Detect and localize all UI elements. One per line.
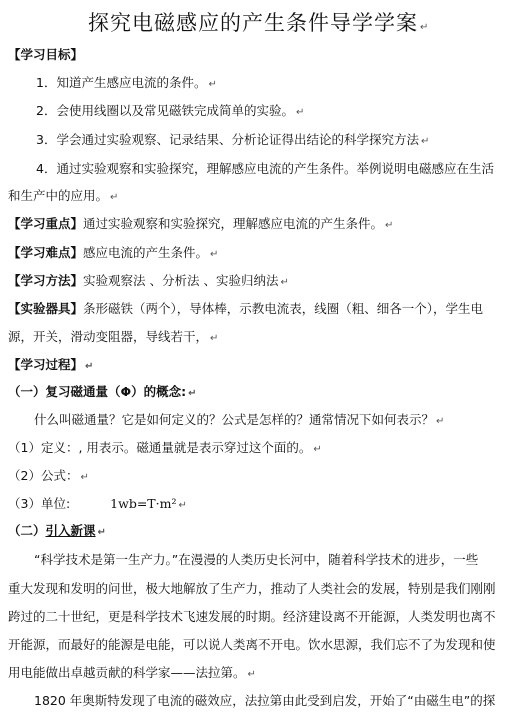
- goal-text: 和生产中的应用。: [8, 188, 109, 203]
- difficulty-heading: 【学习难点】: [8, 245, 84, 260]
- section1-question: [34, 411, 444, 431]
- paragraph-mark-icon: ↵: [97, 527, 106, 538]
- method-heading: 【学习方法】: [8, 273, 84, 288]
- section2-paragraph-line-last: [8, 664, 256, 684]
- section2-paragraph-line: 重大发现和发明的问世，极大地解放了生产力，推动了人类社会的发展，特别是我们刚刚: [8, 581, 496, 596]
- goal-item-4: [36, 160, 494, 178]
- section1-definition: [8, 439, 322, 459]
- document-title: [88, 10, 429, 41]
- method-text: 实验观察法 、分析法 、实验归纳法: [83, 273, 279, 288]
- section1-heading-text: （一）复习磁通量（Φ）的概念:: [8, 384, 187, 399]
- paragraph-text: 用电能做出卓越贡献的科学家——法拉第。: [8, 665, 246, 680]
- paragraph-mark-icon: ↵: [210, 249, 219, 260]
- goal-item-2: [36, 102, 304, 122]
- section2-paragraph-line: “科学技术是第一生产力。”在漫漫的人类历史长河中，随着科学技术的进步，一些: [34, 552, 479, 567]
- process-heading: [8, 356, 93, 376]
- paragraph-mark-icon: ↵: [85, 361, 94, 372]
- goals-heading: 【学习目标】: [8, 47, 84, 62]
- equipment-row-continued: [8, 328, 218, 348]
- section2-title: 引入新课: [45, 523, 96, 538]
- question-text: 什么叫磁通量？它是如何定义的？公式是怎样的？通常情况下如何表示？: [34, 412, 435, 427]
- unit-value: 1wb=T·m²: [110, 496, 177, 511]
- paragraph-mark-icon: ↵: [247, 669, 256, 680]
- section2-paragraph-line: 跨过的二十世纪，更是科学技术飞速发展的时期。经济建设离不开能源，人类发明也离不: [8, 609, 496, 624]
- formula-label: （2）公式：: [8, 468, 79, 483]
- goal-text: 4．通过实验观察和实验探究，理解感应电流的产生条件。举例说明电磁感应在生活: [36, 161, 494, 176]
- paragraph-mark-icon: ↵: [80, 472, 89, 483]
- goal-item-1: [36, 74, 217, 94]
- equipment-text: 源，开关，滑动变阻器，导线若干，: [8, 329, 209, 344]
- paragraph-mark-icon: ↵: [295, 107, 305, 118]
- key-point-heading: 【学习重点】: [8, 216, 84, 231]
- difficulty-text: 感应电流的产生条件。: [83, 245, 209, 260]
- method-row: [8, 272, 289, 292]
- paragraph-mark-icon: ↵: [178, 500, 187, 511]
- unit-label: （3）单位:: [8, 496, 71, 511]
- goal-text: 3．学会通过实验观察、记录结果、分析论证得出结论的科学探究方法: [36, 132, 419, 147]
- process-heading-text: 【学习过程】: [8, 357, 84, 372]
- goal-item-4-continued: [8, 187, 118, 207]
- equipment-text: 条形磁铁（两个），导体棒，示教电流表，线圈（粗、细各一个），学生电: [83, 301, 484, 316]
- paragraph-mark-icon: ↵: [385, 220, 394, 231]
- section1-unit: [8, 495, 187, 515]
- definition-text: （1）定义：, 用表示。磁通量就是表示穿过这个面的。: [8, 440, 312, 455]
- title-text: 探究电磁感应的产生条件导学学案: [88, 11, 418, 35]
- key-point-text: 通过实验观察和实验探究，理解感应电流的产生条件。: [83, 216, 384, 231]
- paragraph-mark-icon: ↵: [188, 388, 197, 399]
- key-point-row: [8, 215, 393, 235]
- goal-text: 1．知道产生感应电流的条件。: [36, 75, 207, 90]
- paragraph-mark-icon: ↵: [110, 192, 119, 203]
- paragraph-mark-icon: ↵: [208, 79, 217, 90]
- goal-text: 2．会使用线圈以及常见磁铁完成简单的实验。: [36, 103, 294, 118]
- paragraph-mark-icon: ↵: [420, 136, 430, 147]
- paragraph-mark-icon: ↵: [313, 444, 322, 455]
- section1-formula: [8, 467, 89, 487]
- equipment-row: [8, 300, 483, 318]
- difficulty-row: [8, 244, 218, 264]
- section2-prefix: （二）: [8, 523, 46, 538]
- section1-heading: [8, 383, 197, 403]
- paragraph-mark-icon: ↵: [280, 277, 289, 288]
- paragraph-mark-icon: ↵: [420, 22, 430, 33]
- paragraph-mark-icon: ↵: [436, 416, 445, 427]
- section2-paragraph-line: 开能源，而最好的能源是电能，可以说人类离不开电。饮水思源，我们忘不了为发现和使: [8, 637, 496, 652]
- section2-heading: [8, 522, 106, 542]
- goal-item-3: [36, 131, 429, 151]
- equipment-heading: 【实验器具】: [8, 301, 84, 316]
- paragraph-mark-icon: ↵: [210, 333, 219, 344]
- section2-paragraph2-line: 1820 年奥斯特发现了电流的磁效应，法拉第由此受到启发，开始了“由磁生电”的探: [34, 693, 496, 708]
